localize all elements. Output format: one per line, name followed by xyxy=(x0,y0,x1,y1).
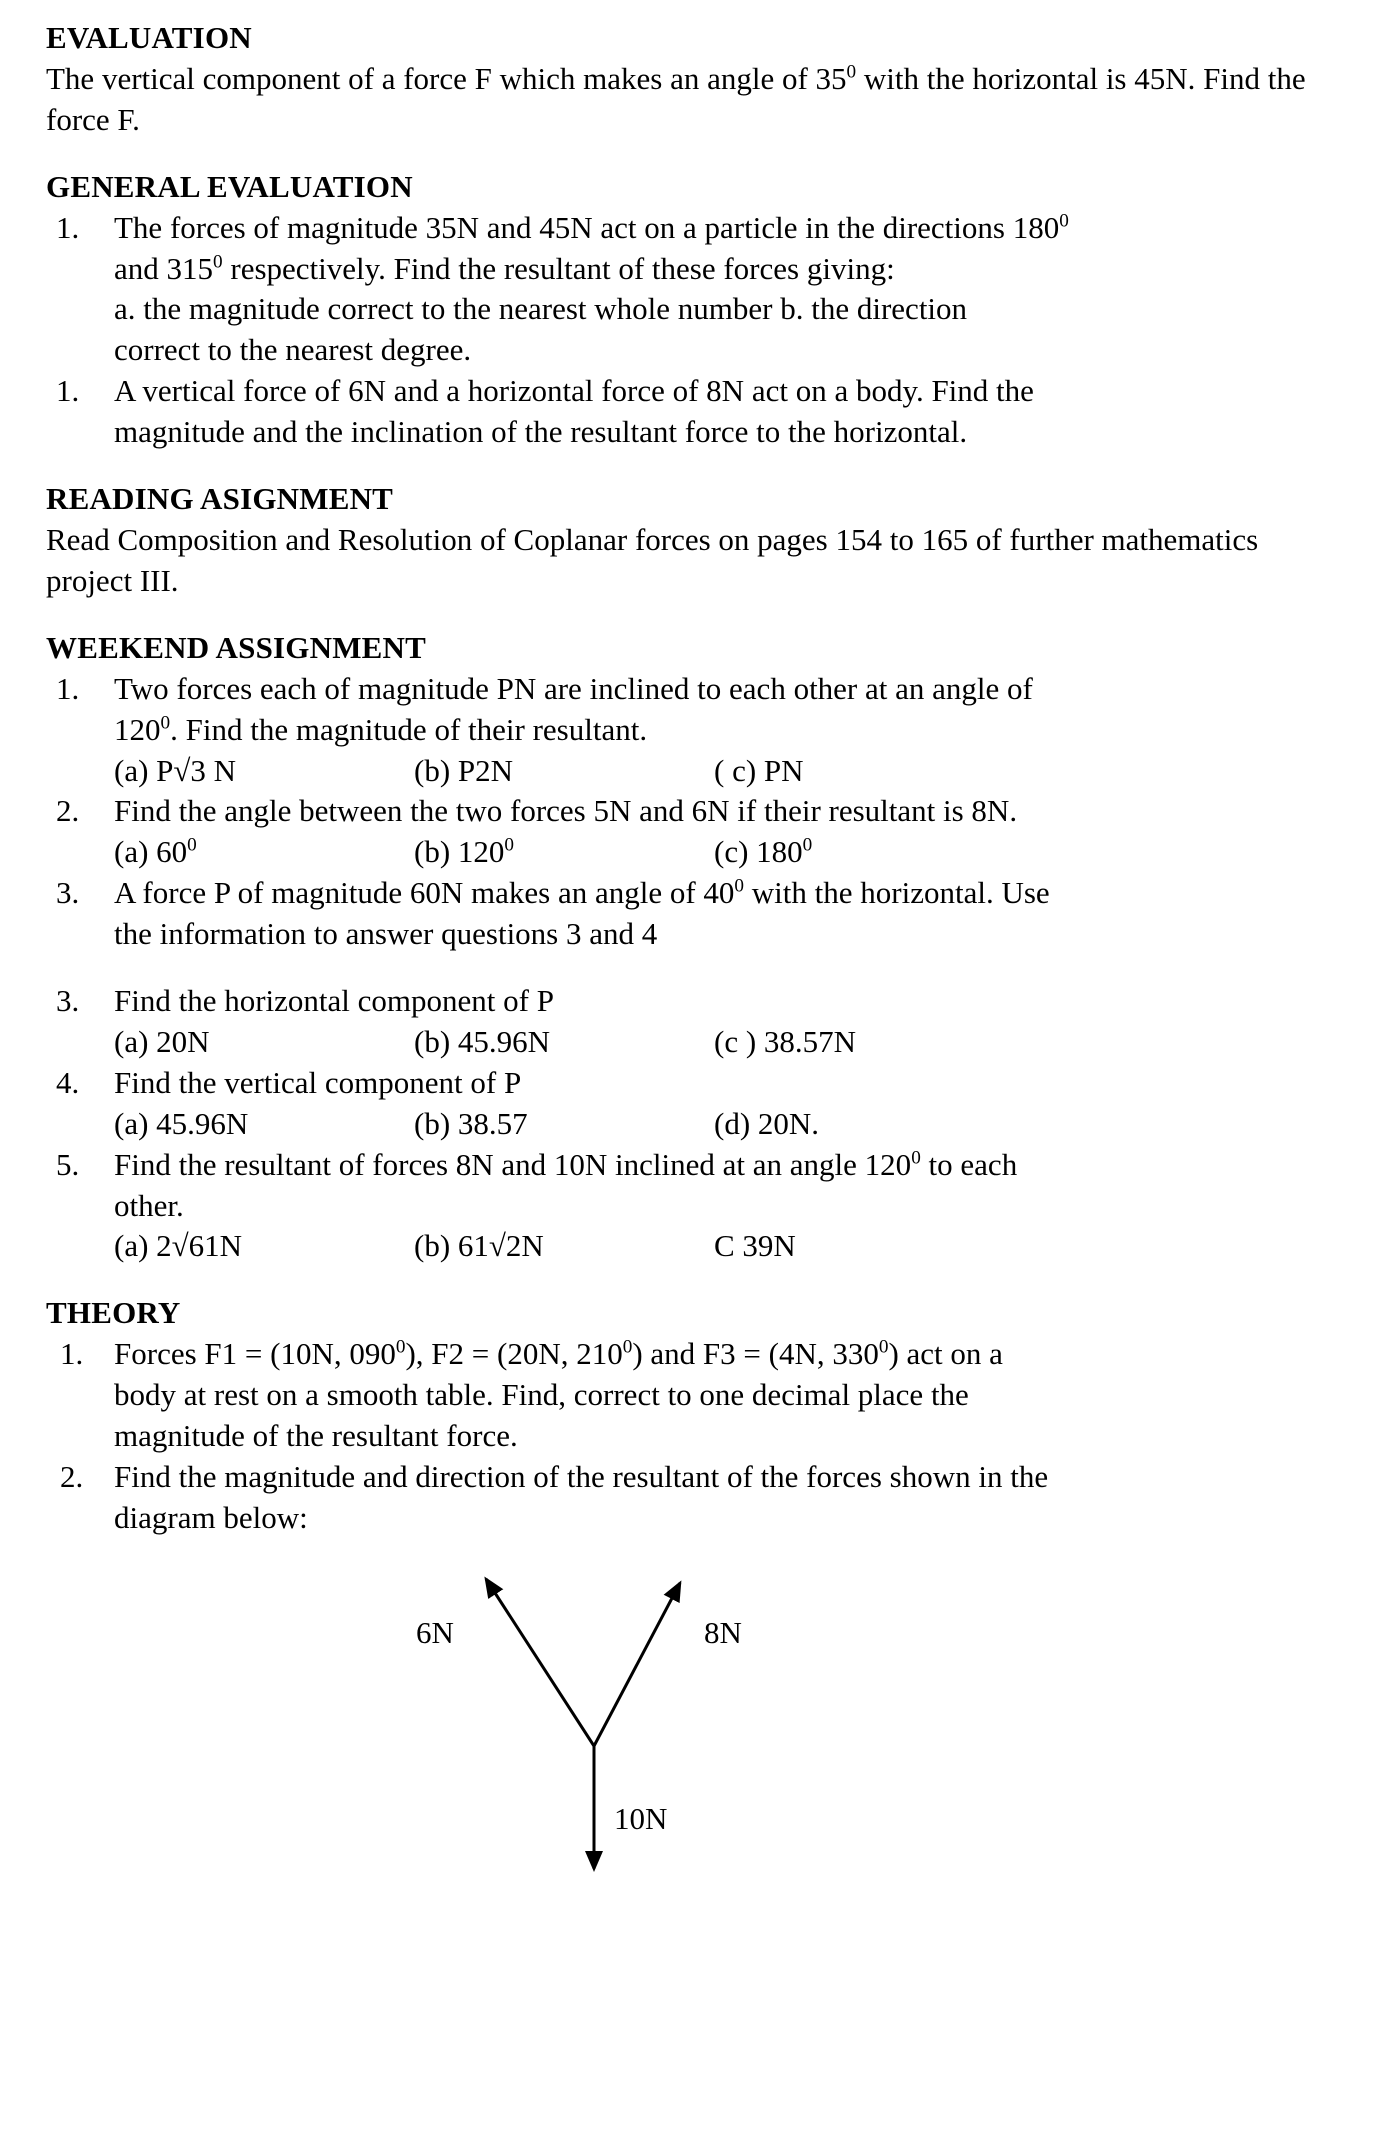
option-a xyxy=(114,832,414,873)
option-a-text: (a) 60 xyxy=(114,834,188,870)
list-item-line xyxy=(114,208,1330,249)
wa5-sup: 0 xyxy=(911,1147,921,1169)
section-heading-theory: THEORY xyxy=(46,1295,181,1331)
evaluation-degree-sup: 0 xyxy=(846,61,857,83)
list-item-number: 1. xyxy=(60,1336,84,1372)
list-item-body xyxy=(114,791,1330,873)
list-item-line: A vertical force of 6N and a horizontal force of 8N act on a body. Find the xyxy=(114,373,1034,409)
list-item-line: other. xyxy=(114,1187,184,1223)
list-item-number: 1. xyxy=(56,209,80,245)
option-row xyxy=(114,832,1330,873)
arrow-8n xyxy=(594,1583,680,1746)
list-item-line: a. the magnitude correct to the nearest whole number b. the direction xyxy=(114,291,968,327)
list-item xyxy=(46,1063,1330,1145)
section-heading-general-evaluation: GENERAL EVALUATION xyxy=(46,168,413,204)
list-item-line: the information to answer questions 3 and 4 xyxy=(114,916,658,952)
option-c: C 39N xyxy=(714,1228,796,1264)
list-item-number: 5. xyxy=(56,1146,80,1182)
option-row xyxy=(114,1104,1330,1145)
section-heading-evaluation: EVALUATION xyxy=(46,20,252,55)
ge1-line1: The forces of magnitude 35N and 45N act on a particle in the directions 180 xyxy=(114,209,1060,245)
option-b: (b) 38.57 xyxy=(414,1105,528,1141)
list-item xyxy=(46,873,1330,955)
list-item-line: body at rest on a smooth table. Find, correct to one decimal place the xyxy=(114,1377,969,1413)
list-item-body xyxy=(114,1145,1330,1268)
option-b-text: (b) 120 xyxy=(414,834,505,870)
th1-sup1: 0 xyxy=(395,1336,406,1358)
list-item-body xyxy=(114,669,1330,792)
list-item-number: 1. xyxy=(56,373,80,409)
list-item-line xyxy=(114,873,1330,914)
th1-d: ) act on a xyxy=(888,1336,1003,1372)
option-row xyxy=(114,1022,1330,1063)
option-c: ( c) PN xyxy=(714,752,804,788)
option-c xyxy=(714,832,1330,873)
list-item xyxy=(46,208,1330,372)
option-b xyxy=(414,832,714,873)
th1-b: ), F2 = (20N, 210 xyxy=(405,1336,623,1372)
list-item-body xyxy=(114,1334,1330,1457)
list-item-line: correct to the nearest degree. xyxy=(114,332,472,368)
list-item-line xyxy=(114,710,1330,751)
wa1-line2b: . Find the magnitude of their resultant. xyxy=(170,711,648,747)
list-item-body xyxy=(114,208,1330,372)
evaluation-paragraph xyxy=(46,59,1330,141)
list-item-body xyxy=(114,981,1330,1063)
option-a: (a) 45.96N xyxy=(114,1105,249,1141)
list-item-line: magnitude and the inclination of the resultant force to the horizontal. xyxy=(114,414,968,450)
list-item-body xyxy=(114,1063,1330,1145)
option-c: (d) 20N. xyxy=(714,1105,820,1141)
spacer xyxy=(46,141,1330,167)
wa5-line1b: to each xyxy=(920,1146,1018,1182)
ge1-line2b: respectively. Find the resultant of these forces giving: xyxy=(222,250,895,286)
list-item-line xyxy=(114,1334,1330,1375)
list-item-line: Find the horizontal component of P xyxy=(114,983,554,1019)
section-heading-weekend-assignment: WEEKEND ASSIGNMENT xyxy=(46,629,426,665)
th1-c: ) and F3 = (4N, 330 xyxy=(632,1336,879,1372)
list-item-line: magnitude of the resultant force. xyxy=(114,1418,518,1454)
label-6n: 6N xyxy=(416,1614,454,1650)
option-row xyxy=(114,1226,1330,1267)
list-item-number: 4. xyxy=(56,1064,80,1100)
wa1-sup: 0 xyxy=(160,712,171,734)
force-diagram xyxy=(46,1561,1330,1881)
list-item-line xyxy=(114,1145,1330,1186)
list-item-number: 3. xyxy=(56,875,80,911)
option-c: (c ) 38.57N xyxy=(714,1023,857,1059)
list-item-number: 1. xyxy=(56,670,80,706)
option-b-sup: 0 xyxy=(504,834,515,856)
ge1-line2a: and 315 xyxy=(114,250,214,286)
spacer xyxy=(46,1267,1330,1293)
list-item xyxy=(46,1457,1330,1539)
section-heading-reading-assignment: READING ASIGNMENT xyxy=(46,481,394,517)
list-item-line: Find the angle between the two forces 5N and 6N if their resultant is 8N. xyxy=(114,793,1018,829)
list-item xyxy=(46,1145,1330,1268)
wa5-line1a: Find the resultant of forces 8N and 10N inclined at an angle 120 xyxy=(114,1146,912,1182)
list-item-line: Find the vertical component of P xyxy=(114,1064,522,1100)
wa1-line2a: 120 xyxy=(114,711,161,747)
spacer xyxy=(46,453,1330,479)
list-item-number: 2. xyxy=(60,1459,84,1494)
label-8n: 8N xyxy=(704,1614,742,1650)
th1-sup3: 0 xyxy=(878,1336,889,1358)
wa3-line1a: A force P of magnitude 60N makes an angle of 40 xyxy=(114,875,735,911)
option-a: (a) 2√61N xyxy=(114,1228,243,1264)
evaluation-text-part2: with the horizontal is 45N. Find the force F. xyxy=(46,60,1306,137)
arrow-6n xyxy=(486,1579,594,1746)
list-item-body xyxy=(114,371,1330,453)
spacer xyxy=(46,602,1330,628)
list-item-line: Find the magnitude and direction of the resultant of the forces shown in the xyxy=(114,1459,1049,1494)
list-item-number: 2. xyxy=(56,793,80,829)
option-b: (b) 45.96N xyxy=(414,1023,551,1059)
wa3-line1b: with the horizontal. Use xyxy=(744,875,1050,911)
option-b: (b) P2N xyxy=(414,752,514,788)
evaluation-text-part1: The vertical component of a force F which makes an angle of 35 xyxy=(46,60,847,96)
th1-a: Forces F1 = (10N, 090 xyxy=(114,1336,396,1372)
list-item xyxy=(46,371,1330,453)
spacer xyxy=(46,955,1330,981)
list-item-line: diagram below: xyxy=(114,1499,308,1535)
option-b: (b) 61√2N xyxy=(414,1228,544,1264)
list-item xyxy=(46,981,1330,1063)
list-item xyxy=(46,669,1330,792)
list-item-body xyxy=(114,873,1330,955)
th1-sup2: 0 xyxy=(622,1336,633,1358)
option-c-sup: 0 xyxy=(802,834,813,856)
reading-assignment-text: Read Composition and Resolution of Coplanar forces on pages 154 to 165 of further mathematics project III. xyxy=(46,521,1259,598)
option-a: (a) 20N xyxy=(114,1023,210,1059)
list-item xyxy=(46,1334,1330,1457)
ge1-sup1: 0 xyxy=(1059,210,1069,232)
option-a: (a) P√3 N xyxy=(114,752,237,788)
list-item-line xyxy=(114,249,1330,290)
list-item xyxy=(46,791,1330,873)
list-item-body xyxy=(114,1457,1330,1539)
option-a-sup: 0 xyxy=(187,834,197,856)
list-item-number: 3. xyxy=(56,983,80,1019)
wa3-sup: 0 xyxy=(734,875,745,897)
option-row xyxy=(114,751,1330,792)
list-item-line: Two forces each of magnitude PN are inclined to each other at an angle of xyxy=(114,670,1033,706)
ge1-sup2: 0 xyxy=(213,251,223,273)
label-10n: 10N xyxy=(614,1800,668,1836)
force-diagram-svg xyxy=(408,1561,968,1881)
option-c-text: (c) 180 xyxy=(714,834,803,870)
